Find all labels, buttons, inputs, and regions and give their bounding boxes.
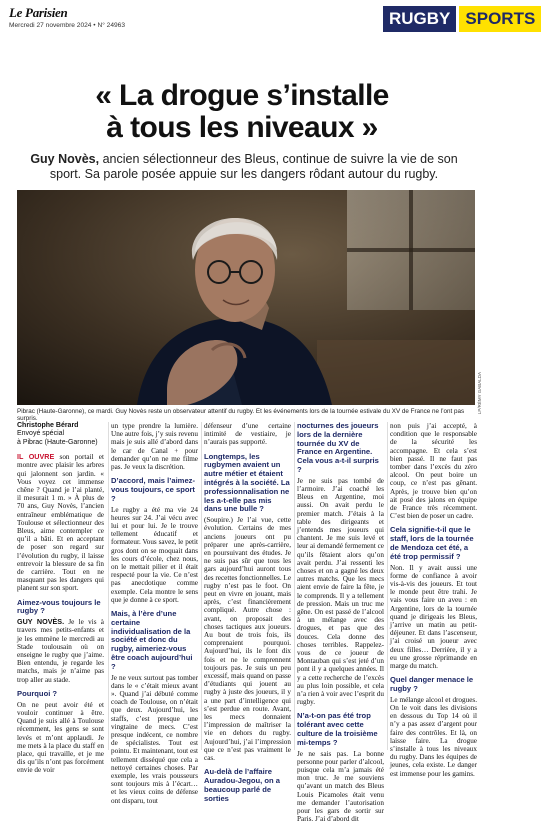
article-column-1 xyxy=(17,422,104,775)
article-column-2 xyxy=(111,422,198,805)
answer-paragraph: Non. Il y avait aussi une forme de confiance à avoir vis-à-vis des joueurs. Et tout le monde peut être trahi. Je vais vous faire un aveu : en Argentine, lors de la tournée quand je dirigeais les Bleus, j’arrive un matin au petit-déjeuner. Et dans l’ascenseur, j’ai croisé un joueur avec deux filles… Derrière, il y a eu une grosse réprimande en marge du match. xyxy=(390,563,477,671)
lead-in: IL OUVRE xyxy=(17,452,55,462)
answer-paragraph: non puis j’ai accepté, à condition que le responsable de la sécurité les accompagne. Et cela s’est bien passé. Il ne faut pas tomber dans l’excès du zéro alcool. On peut boire un coup, ce n’est pas gênant. Après, je trouve bien qu’on ait posé des jalons en équipe de France très récemment. C’est bien de poser un cadre. xyxy=(390,422,477,521)
subhead-name: Guy Novès, xyxy=(30,152,100,166)
section-rubric xyxy=(383,6,536,32)
headline-line-2: à tous les niveaux » xyxy=(106,111,378,144)
answer-paragraph: Je ne veux surtout pas tomber dans le « c’était mieux avant ». Quand j’ai débuté comme coach de Toulouse, on n’était que deux. Aujourd’hui, les staffs, c’est presque une vingtaine de mecs. C’est presque indécent, ce nombre de spécialistes. Tout est pointu. Et maintenant, tout est tellement disséqué que cela a nettoyé certaines choses. Par exemple, les vrais pousseurs sont toujours mis à l’écart… et les vieux coins de défense ont disparu, tout xyxy=(111,673,198,805)
headline-line-1: « La drogue s’installe xyxy=(95,79,389,112)
question: Pourquoi ? xyxy=(17,688,58,698)
rubric-sports: SPORTS xyxy=(459,6,541,32)
answer-paragraph xyxy=(17,618,104,684)
question: Longtemps, les rugbymen avaient un autre métier et étaient intégrés à la société. La professionnalisation ne les a-t-elle pas mis dans une bulle ? xyxy=(204,451,290,514)
question: D’accord, mais l’aimez-vous toujours, ce sport ? xyxy=(111,476,195,503)
lead-text: son portail et montre avec plaisir les arbres qui jalonnent son jardin. « Vous voyez cet immense chêne ? Quand je l’ai planté, il mesurait 1 m. » À plus de 70 ans, Guy Novès, l’ancien entraîneur emblématique de Toulouse et sélectionneur des Bleus, aime contempler ce qu’il a bâti. Et en acceptant de poser son regard sur l’évolution du rugby, il laisse entrevoir la blessure de sa fin de carrière. Tout en ne masquant pas les dangers qui planent sur son sport. xyxy=(17,453,104,593)
headline xyxy=(0,80,484,144)
portrait-illustration xyxy=(17,190,475,405)
masthead xyxy=(9,5,125,29)
answer-paragraph: Je ne suis pas tombé de l’armoire. J’ai coaché les Bleus en Argentine, moi aussi. On avait perdu le premier match. J’étais à la table des dirigeants et j’entends mes joueurs qui chantent. Je me suis levé et leur ai demandé fermement ce qu’ils fêtaient alors qu’on avait perdu. J’ai ressenti les choses et on a gagné les deux autres matchs. Que les mecs aient envie de faire la fête, je le comprends. Il y a tellement de pression. Mais un truc me gêne. On est passé de l’alcool à un mélange avec des drogues, et pas que des douces. Cela donne des choses terribles. Rappelez-vous de ce joueur de Montauban qui s’est jeté d’un pont il y a quelques années. Il y a cette recherche de l’excès au plus loin possible, et cela n’a rien à voir avec l’esprit du rugby. xyxy=(297,476,385,707)
column-divider xyxy=(294,422,295,750)
article-column-3 xyxy=(204,422,292,803)
answer-paragraph: défenseur d’une certaine intimité de vestiaire, je n’aurais pas supporté. xyxy=(204,422,291,447)
issue-dateline: Mercredi 27 novembre 2024 • N° 24963 xyxy=(9,22,126,29)
photo-credit: LP/RÉMY GABALDA xyxy=(477,372,482,415)
byline xyxy=(17,422,104,447)
column-divider xyxy=(108,422,109,750)
column-divider xyxy=(201,422,202,750)
question: Aimez-vous toujours le rugby ? xyxy=(17,597,101,616)
question: Mais, à l’ère d’une certaine individualisation de la société et donc du rugby, aimeriez-vous être coach aujourd’hui ? xyxy=(111,609,193,671)
answer-paragraph: Le rugby a été ma vie 24 heures sur 24. J’ai vécu avec lui et pour lui. Je le trouve tellement éducatif et formateur. Vous savez, le petit gros dont on se moquait dans les cours d’école, chez nous, on le mettait pilier et il était respecté pour la vie. Ce n’est pas anecdotique comme exemple. Cela montre le sens que je donne à ce sport. xyxy=(111,505,198,604)
byline-role: Envoyé spécial xyxy=(17,430,65,438)
question: nocturnes des joueurs lors de la dernière tournée du XV de France en Argentine. Cela vous a-t-il surpris ? xyxy=(297,421,379,474)
article-body xyxy=(17,421,477,823)
article-column-5 xyxy=(390,422,477,778)
answer-paragraph: (Soupire.) Je l’ai vue, cette évolution. Certains de mes anciens joueurs ont pu préparer une après-carrière, en poursuivant des études. Je ne suis pas sûr que tous les gars aujourd’hui auront tous des recettes fonctionnelles. Le rugby n’est pas le foot. On peut en vivre en jouant, mais après, c’est financièrement compliqué. Autre chose : avant, on proposait des choses tactiques aux joueurs. Au bout de trois fois, ils comprenaient pourquoi. Aujourd’hui, ils le font dix fois et ne le comprennent toujours pas. Je suis un peu excessif, mais quand on passe d’étudiants qui jouent au rugby à juste des joueurs, il y a une part d’intelligence qui s’est perdue en route. Avant, les mecs donnaient l’impression de maîtriser la vie en dehors du rugby. Aujourd’hui, j’ai l’impression que ce n’est pas vraiment le cas. xyxy=(204,516,292,763)
rubric-rugby: RUGBY xyxy=(383,6,456,32)
answer-text: Je le vis à travers mes petits-enfants et je les emmène le mercredi au Stade toulousain où on enseigne le rugby que j’aime. Bien entendu, je regarde les matchs, mais je n’aime pas trop aller au stade. xyxy=(17,618,104,684)
question: Quel danger menace le rugby ? xyxy=(390,675,474,694)
column-divider xyxy=(387,422,388,750)
question: Au-delà de l’affaire Auradou-Jegou, on a beaucoup parlé de sorties xyxy=(204,767,280,803)
byline-author: Christophe Bérard xyxy=(17,422,79,429)
speaker-label: GUY NOVÈS. xyxy=(17,617,65,627)
article-column-4 xyxy=(297,421,385,823)
answer-paragraph: Je ne sais pas. La bonne personne pour parler d’alcool, puisque cela m’a jamais été mon truc. Je me souviens qu’avant un match des Bleus Louis Picamoles était venu me demander l’autorisation pour les gars de sortir sur Paris. J’ai d’abord dit xyxy=(297,749,384,823)
answer-paragraph: Le mélange alcool et drogues. On le voit dans les divisions en dessous du Top 14 où il n’y a pas assez d’argent pour faire des contrôles. Et là, on laisse faire. La drogue s’installe à tous les niveaux du rugby. Dans les équipes de jeunes, cela existe. Le danger est immense pour les gamins. xyxy=(390,695,477,778)
answer-paragraph: On ne peut avoir été et vouloir continuer à être. Quand je suis allé à Toulouse récemment, les gens se sont levés et m’ont applaudi. Je me mets à la place du staff en place, qui travaille, et je me dis qu’ils n’ont pas forcément envie de voir xyxy=(17,700,104,775)
photo-caption: Pibrac (Haute-Garonne), ce mardi. Guy Novès reste un observateur attentif du rugby. Et les événements lors de la tournée estivale du XV de France ne l’ont pas surpris. xyxy=(17,408,465,422)
portrait-photo xyxy=(17,190,475,405)
subhead-text: ancien sélectionneur des Bleus, continue de suivre la vie de son sport. Sa parole posée appuie sur les dangers rôdant autour du rugby. xyxy=(49,152,458,181)
question: Cela signifie-t-il que le staff, lors de la tournée de Mendoza cet été, a été trop permissif ? xyxy=(390,525,474,561)
byline-place: à Pibrac (Haute-Garonne) xyxy=(17,438,98,446)
subheadline xyxy=(22,152,466,182)
newspaper-brand: Le Parisien xyxy=(9,5,68,20)
lead-paragraph xyxy=(17,453,104,592)
answer-paragraph: un type prendre la lumière. Une autre fois, j’y suis revenu mais je suis allé d’abord dans le car de Canal + pour demander qu’on ne me filme pas. Je veux la discrétion. xyxy=(111,422,198,472)
question: N’a-t-on pas été trop tolérant avec cette culture de la troisième mi-temps ? xyxy=(297,711,378,747)
